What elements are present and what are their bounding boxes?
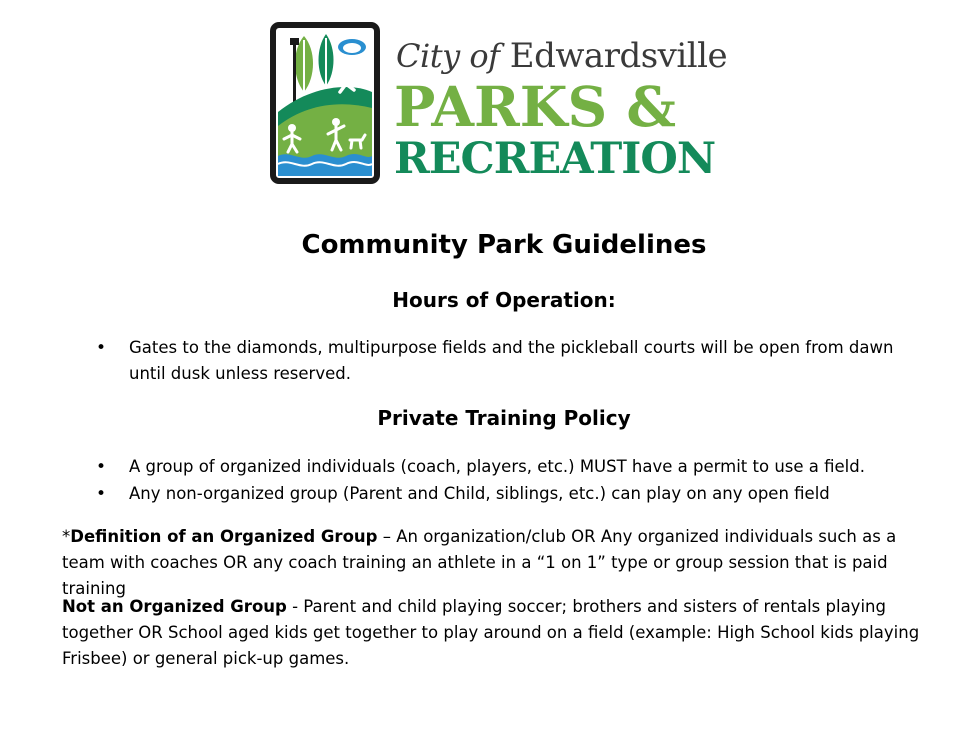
bullet-glyph: •	[96, 338, 107, 358]
training-bullet-2: Any non-organized group (Parent and Child, siblings, etc.) can play on any open field	[129, 484, 830, 503]
logo-parks: PARKS &	[394, 74, 677, 139]
bullet-glyph: •	[96, 457, 107, 477]
not-organized-term: Not an Organized Group	[62, 597, 287, 616]
bullet-glyph: •	[96, 484, 107, 504]
parks-logo	[270, 22, 740, 184]
organized-group-definition	[62, 524, 942, 602]
logo-city-name: Edwardsville	[509, 36, 728, 76]
hours-bullet-1: Gates to the diamonds, multipurpose fields and the pickleball courts will be open from dawn until dusk unless reserved.	[129, 338, 894, 383]
logo-city-of: City of	[396, 37, 500, 75]
parks-badge-icon	[270, 22, 380, 184]
training-heading: Private Training Policy	[377, 406, 631, 430]
training-bullet-1: A group of organized individuals (coach, players, etc.) MUST have a permit to use a field.	[129, 457, 865, 476]
not-organized-text: - Parent and child playing soccer; brothers and sisters of rentals playing together OR School aged kids get together to play around on a field (example: High School kids playing Frisbee) or general pick-up games.	[62, 597, 920, 668]
definition-text: – An organization/club OR Any organized individuals such as a team with coaches OR any coach training an athlete in a “1 on 1” type or group session that is paid training	[62, 527, 897, 598]
definition-term: Definition of an Organized Group	[70, 527, 378, 546]
logo-recreation: RECREATION	[394, 134, 716, 184]
not-organized-definition	[62, 594, 942, 672]
logo-wordmark	[394, 22, 734, 184]
hours-heading: Hours of Operation:	[392, 288, 616, 312]
definition-prefix: *	[62, 527, 71, 546]
logo-city-line	[396, 36, 727, 76]
document-title: Community Park Guidelines	[301, 230, 707, 260]
